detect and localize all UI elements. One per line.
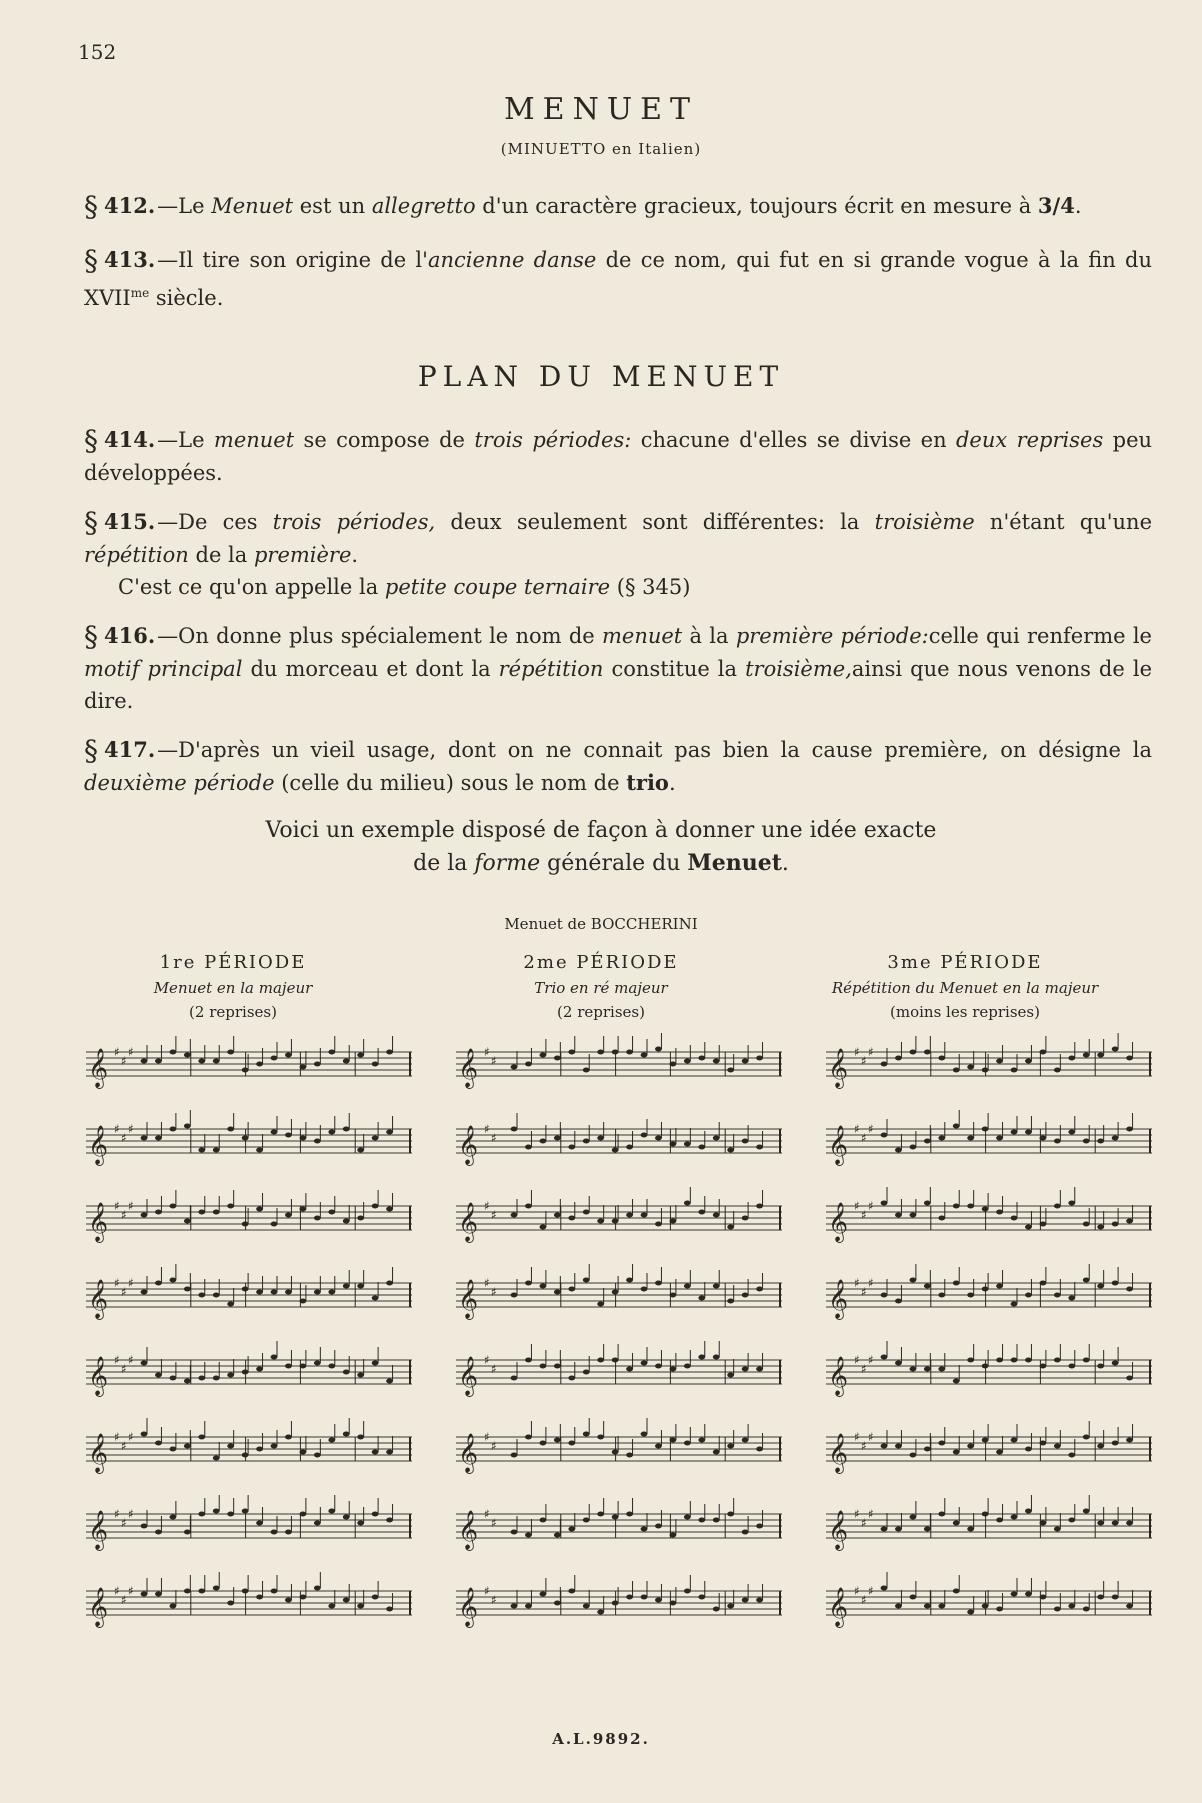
treble-clef-icon: 𝄞 (458, 1433, 479, 1473)
paragraph-415-line2: C'est ce qu'on appelle la petite coupe ternaire (§ 345) (118, 575, 691, 599)
music-staff (456, 1187, 782, 1243)
music-staff (456, 1264, 782, 1320)
treble-clef-icon: 𝄞 (828, 1125, 849, 1165)
music-staff (86, 1110, 412, 1166)
sharp-icon: ♯ (121, 1054, 127, 1068)
music-staff (86, 1341, 412, 1397)
paragraph-415: § 415.—De ces trois périodes, deux seulement sont différentes: la troisième n'étant qu'une répétition de la première. C'est ce qu'on appelle la petite coupe ternaire (§ 345) (84, 506, 1152, 603)
page-title: MENUET (503, 92, 699, 127)
treble-clef-icon: 𝄞 (88, 1510, 109, 1550)
sharp-icon: ♯ (121, 1593, 127, 1607)
sharp-icon: ♯ (868, 1353, 874, 1367)
sharp-icon: ♯ (114, 1276, 120, 1290)
sharp-icon: ♯ (491, 1593, 497, 1607)
paragraph-416: § 416.—On donne plus spécialement le nom de menuet à la première période:celle qui renferme le motif principal du morceau et dont la répétition constitue la troisième,ainsi que nous venons de le dire. (84, 620, 1152, 713)
sharp-icon: ♯ (128, 1584, 134, 1598)
sharp-icon: ♯ (128, 1276, 134, 1290)
music-score (0, 1030, 1202, 1700)
sharp-icon: ♯ (121, 1131, 127, 1145)
music-staff (86, 1190, 412, 1243)
sharp-icon: ♯ (854, 1353, 860, 1367)
treble-clef-icon: 𝄞 (88, 1202, 109, 1242)
treble-clef-icon: 𝄞 (458, 1048, 479, 1088)
treble-clef-icon: 𝄞 (828, 1202, 849, 1242)
sharp-icon: ♯ (128, 1430, 134, 1444)
treble-clef-icon: 𝄞 (88, 1356, 109, 1396)
treble-clef-icon: 𝄞 (88, 1587, 109, 1627)
treble-clef-icon: 𝄞 (458, 1587, 479, 1627)
sharp-icon: ♯ (491, 1439, 497, 1453)
sharp-icon: ♯ (114, 1507, 120, 1521)
sharp-icon: ♯ (114, 1353, 120, 1367)
sharp-icon: ♯ (121, 1362, 127, 1376)
sharp-icon: ♯ (868, 1507, 874, 1521)
sharp-icon: ♯ (854, 1276, 860, 1290)
footer-plate-number: A.L.9892. (552, 1730, 650, 1748)
sharp-icon: ♯ (491, 1131, 497, 1145)
sharp-icon: ♯ (114, 1199, 120, 1213)
music-staff (826, 1264, 1152, 1320)
sharp-icon: ♯ (854, 1199, 860, 1213)
paragraph-414: § 414.—Le menuet se compose de trois périodes: chacune d'elles se divise en deux reprises peu développées. (84, 424, 1153, 485)
music-staff (826, 1110, 1152, 1166)
music-staff (826, 1187, 1152, 1243)
example-intro: Voici un exemple disposé de façon à donner une idée exacte de la forme générale du Menuet. (265, 818, 937, 876)
sharp-icon: ♯ (484, 1122, 490, 1136)
treble-clef-icon: 𝄞 (458, 1510, 479, 1550)
sharp-icon: ♯ (491, 1054, 497, 1068)
sharp-icon: ♯ (114, 1122, 120, 1136)
music-staff (86, 1036, 412, 1089)
page-number: 152 (78, 40, 117, 64)
sharp-icon: ♯ (121, 1208, 127, 1222)
sharp-icon: ♯ (861, 1516, 867, 1530)
sharp-icon: ♯ (121, 1439, 127, 1453)
sharp-icon: ♯ (128, 1122, 134, 1136)
time-signature: 3/4 (1037, 193, 1075, 218)
sharp-icon: ♯ (484, 1045, 490, 1059)
sharp-icon: ♯ (861, 1285, 867, 1299)
treble-clef-icon: 𝄞 (828, 1510, 849, 1550)
sharp-icon: ♯ (121, 1285, 127, 1299)
music-staff (826, 1495, 1152, 1551)
treble-clef-icon: 𝄞 (458, 1356, 479, 1396)
paragraph-417: § 417.—D'après un vieil usage, dont on ne connait pas bien la cause première, on désigne la deuxième période (celle du milieu) sous le nom de trio. (84, 734, 1152, 795)
sharp-icon: ♯ (484, 1353, 490, 1367)
sharp-icon: ♯ (128, 1199, 134, 1213)
sharp-icon: ♯ (484, 1199, 490, 1213)
score-title: Menuet de BOCCHERINI (504, 915, 698, 933)
sharp-icon: ♯ (868, 1045, 874, 1059)
music-staff (826, 1033, 1152, 1089)
sharp-icon: ♯ (854, 1122, 860, 1136)
sharp-icon: ♯ (868, 1122, 874, 1136)
music-staff (456, 1575, 782, 1628)
music-staff (86, 1264, 412, 1320)
paragraph-412: § 412.—Le Menuet est un allegretto d'un caractère gracieux, toujours écrit en mesure à 3/4. (84, 190, 1082, 223)
treble-clef-icon: 𝄞 (88, 1125, 109, 1165)
music-staff (826, 1421, 1152, 1474)
treble-clef-icon: 𝄞 (88, 1433, 109, 1473)
sharp-icon: ♯ (114, 1430, 120, 1444)
treble-clef-icon: 𝄞 (88, 1279, 109, 1319)
sharp-icon: ♯ (491, 1285, 497, 1299)
column-header-1: 1re PÉRIODE Menuet en la majeur (2 reprises) (153, 952, 313, 1021)
treble-clef-icon: 𝄞 (88, 1048, 109, 1088)
treble-clef-icon: 𝄞 (828, 1279, 849, 1319)
music-staff (456, 1498, 782, 1551)
sharp-icon: ♯ (861, 1131, 867, 1145)
sharp-icon: ♯ (861, 1593, 867, 1607)
treble-clef-icon: 𝄞 (828, 1433, 849, 1473)
sharp-icon: ♯ (854, 1507, 860, 1521)
sharp-icon: ♯ (861, 1054, 867, 1068)
sharp-icon: ♯ (861, 1362, 867, 1376)
music-staff (456, 1341, 782, 1397)
sharp-icon: ♯ (128, 1507, 134, 1521)
sharp-icon: ♯ (868, 1430, 874, 1444)
sharp-icon: ♯ (861, 1208, 867, 1222)
column-header-2: 2me PÉRIODE Trio en ré majeur (2 reprises) (523, 952, 679, 1021)
sharp-icon: ♯ (491, 1208, 497, 1222)
music-staff (826, 1341, 1152, 1397)
music-staff (456, 1113, 782, 1166)
music-staff (456, 1418, 782, 1474)
treble-clef-icon: 𝄞 (828, 1356, 849, 1396)
sharp-icon: ♯ (114, 1584, 120, 1598)
sharp-icon: ♯ (854, 1430, 860, 1444)
section-heading: PLAN DU MENUET (417, 360, 785, 393)
sharp-icon: ♯ (491, 1362, 497, 1376)
treble-clef-icon: 𝄞 (458, 1202, 479, 1242)
music-staff (86, 1418, 412, 1474)
page-subtitle: (MINUETTO en Italien) (500, 140, 702, 158)
music-staff (86, 1572, 412, 1628)
treble-clef-icon: 𝄞 (458, 1125, 479, 1165)
sharp-icon: ♯ (491, 1516, 497, 1530)
treble-clef-icon: 𝄞 (828, 1048, 849, 1088)
paragraph-413: § 413.—Il tire son origine de l'ancienne danse de ce nom, qui fut en si grande vogue à la fin du $XVII^{me}$ siècle. (84, 244, 1152, 310)
music-staff (86, 1495, 412, 1551)
music-staff (826, 1572, 1152, 1628)
sharp-icon: ♯ (854, 1584, 860, 1598)
sharp-icon: ♯ (114, 1045, 120, 1059)
sharp-icon: ♯ (868, 1199, 874, 1213)
sharp-icon: ♯ (484, 1430, 490, 1444)
sharp-icon: ♯ (854, 1045, 860, 1059)
sharp-icon: ♯ (868, 1276, 874, 1290)
sharp-icon: ♯ (484, 1276, 490, 1290)
music-staff (456, 1033, 782, 1089)
treble-clef-icon: 𝄞 (458, 1279, 479, 1319)
treble-clef-icon: 𝄞 (828, 1587, 849, 1627)
sharp-icon: ♯ (484, 1507, 490, 1521)
sharp-icon: ♯ (868, 1584, 874, 1598)
column-header-3: 3me PÉRIODE Répétition du Menuet en la majeur (moins les reprises) (831, 952, 1099, 1021)
sharp-icon: ♯ (121, 1516, 127, 1530)
sharp-icon: ♯ (128, 1353, 134, 1367)
sharp-icon: ♯ (128, 1045, 134, 1059)
sharp-icon: ♯ (484, 1584, 490, 1598)
sharp-icon: ♯ (861, 1439, 867, 1453)
